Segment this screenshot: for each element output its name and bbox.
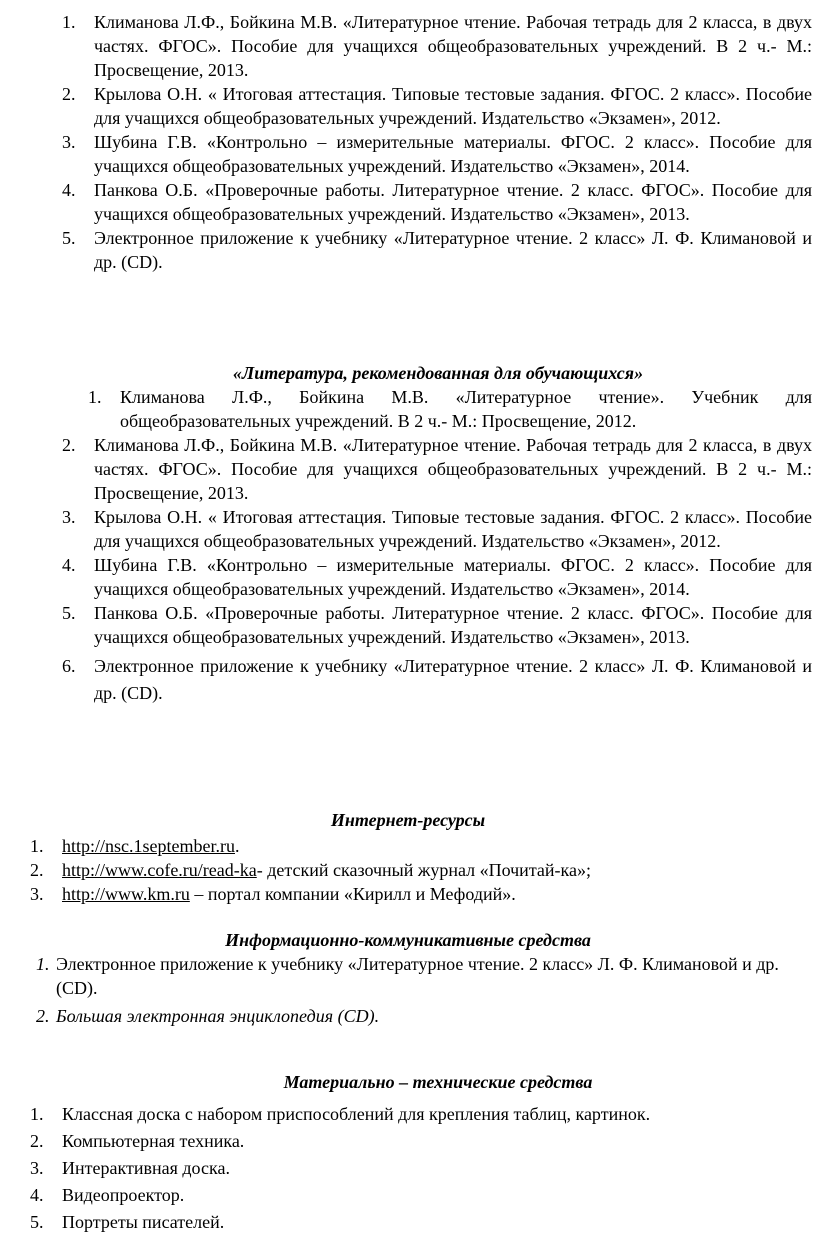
list-item: 2. Крылова О.Н. « Итоговая аттестация. Типовые тестовые задания. ФГОС. 2 класс». Пособие для учащихся общеобразовательных учреждений. Издательство «Экзамен», 2012. [62, 84, 812, 128]
list-item: 1. Климанова Л.Ф., Бойкина М.В. «Литературное чтение. Рабочая тетрадь для 2 класса, в двух частях. ФГОС». Пособие для учащихся общеобразовательных учреждений. В 2 ч.- М.: Просвещение, 2013. [62, 12, 812, 80]
list-item: 5. Электронное приложение к учебнику «Литературное чтение. 2 класс» Л. Ф. Климановой и др. (CD). [62, 228, 812, 272]
list-item: 4. Шубина Г.В. «Контрольно – измерительные материалы. ФГОС. 2 класс». Пособие для учащихся общеобразовательных учреждений. Издательство «Экзамен», 2014. [62, 555, 812, 599]
teacher-literature-list [62, 10, 812, 274]
list-item: 2. http://www.cofe.ru/read-ka- детский сказочный журнал «Почитай-ка»; [30, 860, 591, 880]
list-item: 2. Большая электронная энциклопедия (CD). [36, 1006, 380, 1026]
list-item: 3. Шубина Г.В. «Контрольно – измерительные материалы. ФГОС. 2 класс». Пособие для учащихся общеобразовательных учреждений. Издательство «Экзамен», 2014. [62, 132, 812, 176]
internet-resources-list [30, 834, 802, 906]
list-item: 5. Панкова О.Б. «Проверочные работы. Литературное чтение. 2 класс. ФГОС». Пособие для учащихся общеобразовательных учреждений. Издательство «Экзамен», 2013. [62, 603, 812, 647]
section-heading-ict: Информационно-коммуникативные средства [225, 930, 591, 950]
section-heading-students: «Литература, рекомендованная для обучающихся» [232, 363, 644, 383]
list-item: 3. http://www.km.ru – портал компании «Кирилл и Мефодий». [30, 884, 516, 904]
list-item: 4. Панкова О.Б. «Проверочные работы. Литературное чтение. 2 класс. ФГОС». Пособие для учащихся общеобразовательных учреждений. Издательство «Экзамен», 2013. [62, 180, 812, 224]
link-km-ru[interactable]: http://www.km.ru [62, 884, 190, 904]
link-nsc-1september[interactable]: http://nsc.1september.ru [62, 836, 235, 856]
section-heading-tech: Материально – технические средства [283, 1072, 593, 1092]
list-item: 1. Электронное приложение к учебнику «Литературное чтение. 2 класс» Л. Ф. Климановой и др. (CD). [36, 954, 779, 998]
list-item: 4. Видеопроектор. [30, 1185, 185, 1205]
list-item: 3. Крылова О.Н. « Итоговая аттестация. Типовые тестовые задания. ФГОС. 2 класс». Пособие для учащихся общеобразовательных учреждений. Издательство «Экзамен», 2012. [62, 507, 812, 551]
section-heading-internet: Интернет-ресурсы [330, 810, 486, 830]
list-item: 1. Климанова Л.Ф., Бойкина М.В. «Литературное чтение». Учебник для общеобразовательных учреждений. В 2 ч.- М.: Просвещение, 2012. [88, 387, 812, 431]
ict-list [36, 952, 796, 1028]
student-literature-list [62, 385, 812, 707]
list-item: 6. Электронное приложение к учебнику «Литературное чтение. 2 класс» Л. Ф. Климановой и др. (CD). [62, 656, 812, 703]
list-item: 3. Интерактивная доска. [30, 1158, 230, 1178]
list-item: 5. Портреты писателей. [30, 1212, 225, 1232]
link-cofe-read-ka[interactable]: http://www.cofe.ru/read-ka [62, 860, 257, 880]
tech-equipment-list [30, 1101, 802, 1236]
list-item: 1. Классная доска с набором приспособлений для крепления таблиц, картинок. [30, 1104, 651, 1124]
list-item: 2. Компьютерная техника. [30, 1131, 245, 1151]
list-item: 1. http://nsc.1september.ru. [30, 836, 240, 856]
list-item: 2. Климанова Л.Ф., Бойкина М.В. «Литературное чтение. Рабочая тетрадь для 2 класса, в двух частях. ФГОС». Пособие для учащихся общеобразовательных учреждений. В 2 ч.- М.: Просвещение, 2013. [62, 435, 812, 503]
